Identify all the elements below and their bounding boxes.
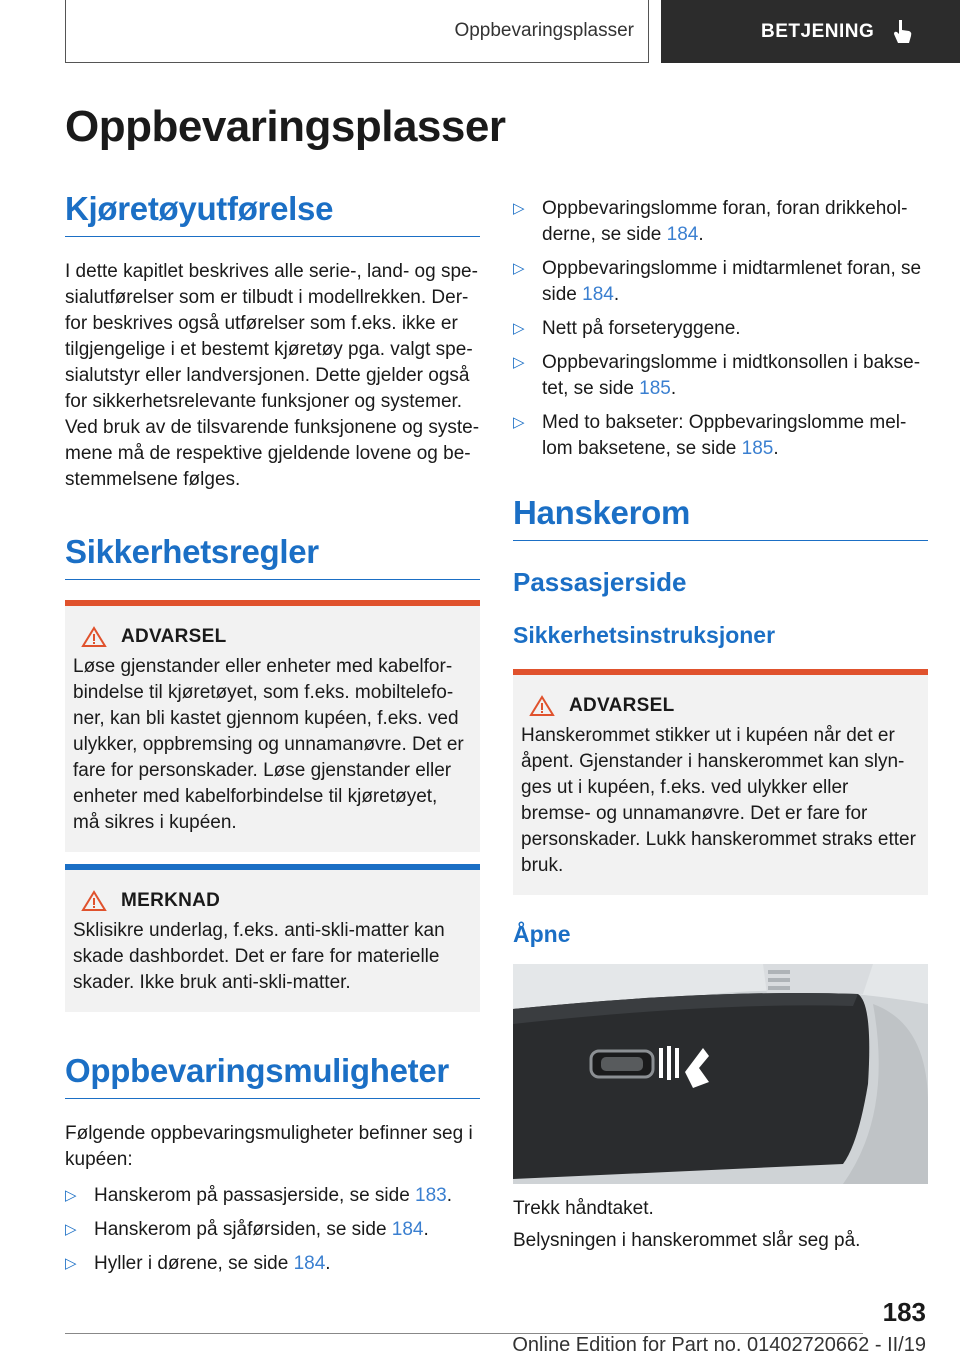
triangle-bullet-icon: ▷ (513, 260, 525, 277)
warning-head (529, 695, 916, 717)
list-item: ▷ Oppbevaringslomme i midtkonsollen i baksetet, se side 185. (513, 352, 921, 399)
triangle-bullet-icon: ▷ (513, 354, 525, 371)
storage-options-list (65, 1183, 480, 1277)
page-title: Oppbevaringsplasser (65, 102, 506, 151)
triangle-bullet-icon: ▷ (65, 1255, 77, 1272)
storage-options-intro: Følgende oppbevaringsmuligheter befinner seg i kupéen: (65, 1123, 473, 1170)
page-link[interactable]: 184 (582, 284, 614, 305)
warning-label: ADVARSEL (121, 626, 227, 647)
warning-triangle-icon (529, 695, 555, 717)
page-link[interactable]: 184 (666, 224, 699, 245)
heading-safety-instructions: Sikkerhetsinstruksjoner (513, 622, 776, 648)
right-column (513, 196, 928, 1254)
page-number: 183 (882, 1297, 926, 1327)
warning-triangle-icon (81, 626, 107, 648)
list-item: ▷ Hanskerom på passasjerside, se side 183. (65, 1183, 480, 1209)
note-text: Sklisikre underlag, f.eks. anti-skli-matter kan skade dashbordet. Det er fare for materielle skader. Ikke bruk anti-skli-matter. (73, 920, 445, 993)
heading-open: Åpne (513, 921, 571, 947)
note-box-anti-slip (65, 864, 480, 1012)
header-section (65, 0, 649, 63)
heading-passenger-side: Passasjerside (513, 567, 687, 597)
warning-triangle-icon (81, 890, 107, 912)
list-item: ▷ Hyller i dørene, se side 184. (65, 1251, 480, 1277)
page-link[interactable]: 184 (293, 1253, 326, 1274)
triangle-bullet-icon: ▷ (65, 1187, 77, 1204)
page-link[interactable]: 184 (391, 1219, 424, 1240)
triangle-bullet-icon: ▷ (513, 200, 525, 217)
warning-text: Løse gjenstander eller enheter med kabelforbindelse til kjøretøyet, som f.eks. mobiltelefoner, kan bli kastet gjennom kupéen, f.eks. ved ulykker, oppbremsing og unnamanøvre. Det er fare for personskader. Løse gjenstander eller enheter med kabelforbindelse til kjøretøyet, må sikres i kupéen. (73, 656, 464, 833)
note-head (81, 890, 468, 912)
list-item: ▷ Hanskerom på sjåførsiden, se side 184. (65, 1217, 480, 1243)
header-chapter-title: BETJENING (761, 20, 875, 42)
warning-label: ADVARSEL (569, 695, 675, 716)
vehicle-equipment-text: I dette kapitlet beskrives alle serie-, land- og spesialutførelser som er tilbudt i modellrekken. Derfor beskrives også utførelser som f.eks. ikke er tilgjengelige i et bestemt kjøretøy pga. valgt spesialutstyr eller landversjonen. Dette gjelder også for sikkerhetsrelevante funksjoner og systemer. Ved bruk av de tilsvarende funksjonene og systemene må de respektive gjeldende lovene og bestemmelsene følges. (65, 261, 480, 490)
list-item: ▷ Oppbevaringslomme foran, foran drikkeholderne, se side 184. (513, 198, 908, 245)
warning-head (81, 626, 468, 648)
warning-box-glovebox (513, 669, 928, 895)
heading-vehicle-equipment: Kjøretøyutførelse (65, 190, 480, 237)
header-chapter (661, 0, 960, 63)
heading-glovebox: Hanskerom (513, 494, 928, 541)
list-item: ▷ Med to bakseter: Oppbevaringslomme mellom baksetene, se side 185. (513, 412, 907, 459)
heading-storage-options: Oppbevaringsmuligheter (65, 1052, 480, 1099)
warning-box-loose-items (65, 600, 480, 852)
left-column (65, 190, 480, 1285)
hand-pointer-icon (892, 18, 914, 46)
page-link[interactable]: 185 (639, 378, 671, 399)
page-link[interactable]: 183 (415, 1185, 447, 1206)
page-link[interactable]: 185 (741, 438, 774, 459)
note-label: MERKNAD (121, 890, 221, 911)
list-item: ▷ Oppbevaringslomme i midtarmlenet foran, se side 184. (513, 258, 922, 305)
triangle-bullet-icon: ▷ (65, 1221, 77, 1238)
step-pull-handle: Trekk håndtaket. (513, 1198, 654, 1219)
glovebox-illustration (513, 964, 928, 1184)
glovebox-photo (513, 964, 928, 1184)
triangle-bullet-icon: ▷ (513, 320, 525, 337)
heading-safety-rules: Sikkerhetsregler (65, 533, 480, 580)
step-light-on: Belysningen i hanskerommet slår seg på. (513, 1230, 861, 1251)
storage-options-list-continued (513, 196, 928, 462)
list-item: ▷ Nett på forseteryggene. (513, 316, 928, 342)
header-section-title: Oppbevaringsplasser (454, 20, 634, 41)
triangle-bullet-icon: ▷ (513, 414, 525, 431)
warning-text: Hanskerommet stikker ut i kupéen når det er åpent. Gjenstander i hanskerommet kan slynges ut i kupéen, f.eks. ved ulykker eller bremse- og unnamanøvre. Det er fare for personskader. Lukk hanskerommet straks etter bruk. (521, 725, 916, 876)
footer-edition: Online Edition for Part no. 01402720662 - II/19 (512, 1334, 926, 1356)
